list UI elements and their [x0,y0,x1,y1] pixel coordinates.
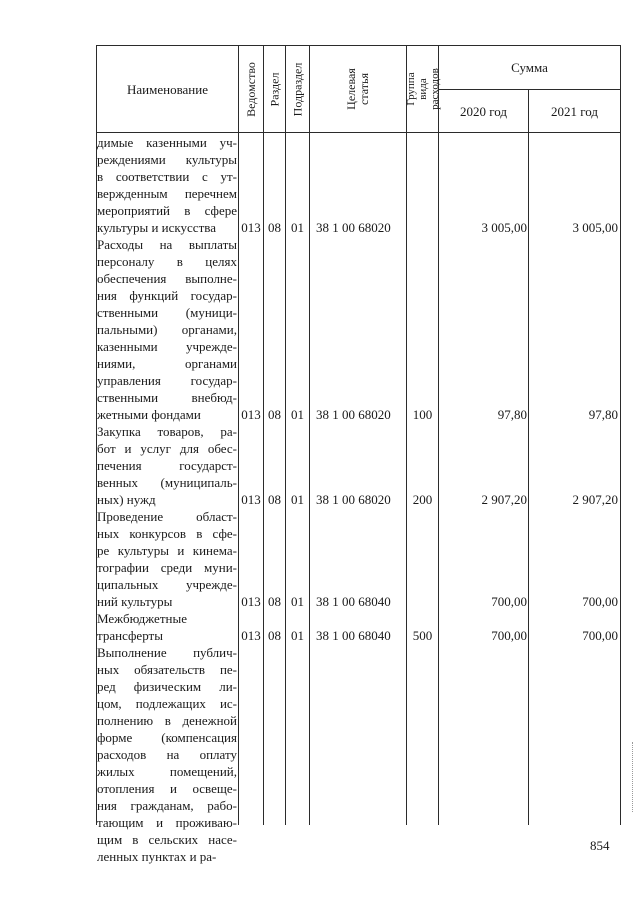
cell-sum-2020: 700,00 [491,628,527,643]
col-divider-2020 [528,89,529,825]
name-line: ред физическим ли- [97,679,237,694]
name-line: венных (муниципаль- [97,475,237,490]
cell-sum-2020: 2 907,20 [481,492,527,507]
name-line: ципальных учрежде- [97,577,237,592]
name-line: полнению в денежной [97,713,237,728]
name-line: управления государ- [97,373,237,388]
cell-podrazdel: 01 [291,594,304,609]
name-line: ния функций государ- [97,288,237,303]
name-line: ленных пунктах и ра- [97,849,217,864]
name-line: бот и услуг для обес- [97,441,237,456]
name-line: печения государст- [97,458,237,473]
name-line: тающим и проживаю- [97,815,237,830]
cell-podrazdel: 01 [291,628,304,643]
name-line: форме (компенсация [97,730,237,745]
header-bottom-border [96,132,620,133]
cell-sum-2020: 97,80 [497,407,527,422]
header-vedomstvo: Ведомство [243,61,258,117]
cell-gruppa-vida-rashodov: 200 [412,492,433,507]
col-divider-cs [406,45,407,825]
cell-podrazdel: 01 [291,492,304,507]
cell-sum-2020: 700,00 [491,594,527,609]
name-line: Расходы на выплаты [97,237,237,252]
name-line: ний культуры [97,594,173,609]
cell-podrazdel: 01 [291,407,304,422]
cell-sum-2021: 2 907,20 [572,492,618,507]
cell-podrazdel: 01 [291,220,304,235]
name-line: казенными учрежде- [97,339,237,354]
cell-razdel: 08 [268,628,281,643]
col-divider-podrazdel [309,45,310,825]
cell-celevaya-statya: 38 1 00 68020 [316,220,391,235]
cell-vedomstvo: 013 [241,220,261,235]
name-line: жилых помещений, [97,764,237,779]
name-line: пальными) органами, [97,322,237,337]
header-celevaya-statya: Целевая статья [344,68,371,110]
name-line: ния гражданам, рабо- [97,798,237,813]
col-divider-ved [263,45,264,825]
name-line: расходов на оплату [97,747,237,762]
name-line: димые казенными уч- [97,135,237,150]
name-line: персоналу в целях [97,254,237,269]
name-line: тографии среди муни- [97,560,237,575]
name-line: ре культуры и кинема- [97,543,237,558]
name-line: щим в сельских насе- [97,832,237,847]
cell-sum-2021: 700,00 [582,594,618,609]
cell-celevaya-statya: 38 1 00 68040 [316,628,391,643]
name-line: реждениями культуры [97,152,237,167]
header-gruppa-vida-rashodov: Группа вида расходов [404,68,441,110]
cell-razdel: 08 [268,407,281,422]
name-line: ственными (муници- [97,305,237,320]
col-divider-razdel [285,45,286,825]
cell-celevaya-statya: 38 1 00 68020 [316,492,391,507]
cell-vedomstvo: 013 [241,594,261,609]
name-line: ных конкурсов в сфе- [97,526,237,541]
cell-razdel: 08 [268,594,281,609]
header-name: Наименование [127,81,208,97]
table-right-border [620,45,621,825]
header-razdel: Раздел [267,72,282,106]
header-year-2021: 2021 год [551,103,598,119]
name-line: трансферты [97,628,163,643]
cell-gruppa-vida-rashodov: 500 [412,628,433,643]
cell-razdel: 08 [268,220,281,235]
name-line: жетными фондами [97,407,201,422]
name-line: ниями, органами [97,356,237,371]
col-divider-vr [438,45,439,825]
cell-sum-2021: 3 005,00 [572,220,618,235]
cell-vedomstvo: 013 [241,628,261,643]
name-line: мероприятий в сфере [97,203,237,218]
header-podrazdel: Подраздел [290,62,305,116]
name-line: цом, подлежащих ис- [97,696,237,711]
name-line: ственными внебюд- [97,390,237,405]
cell-celevaya-statya: 38 1 00 68020 [316,407,391,422]
name-line: отопления и освеще- [97,781,237,796]
cell-razdel: 08 [268,492,281,507]
cell-celevaya-statya: 38 1 00 68040 [316,594,391,609]
name-line: ных) нужд [97,492,156,507]
name-column [97,134,237,865]
name-line: вержденным перечнем [97,186,237,201]
cell-vedomstvo: 013 [241,492,261,507]
header-summa: Сумма [511,60,548,75]
cell-sum-2021: 700,00 [582,628,618,643]
page-number: 854 [590,838,610,853]
cell-gruppa-vida-rashodov: 100 [412,407,433,422]
col-divider-name [238,45,239,825]
name-line: ных обязательств пе- [97,662,237,677]
name-line: обеспечения выполне- [97,271,237,286]
scan-edge-mark [632,742,635,812]
cell-vedomstvo: 013 [241,407,261,422]
name-line: Межбюджетные [97,611,187,626]
name-line: в соответствии с ут- [97,169,237,184]
name-line: Проведение област- [97,509,237,524]
cell-sum-2021: 97,80 [588,407,618,422]
header-year-2020: 2020 год [460,103,507,119]
name-line: культуры и искусства [97,220,216,235]
name-line: Выполнение публич- [97,645,237,660]
cell-sum-2020: 3 005,00 [481,220,527,235]
name-line: Закупка товаров, ра- [97,424,237,439]
